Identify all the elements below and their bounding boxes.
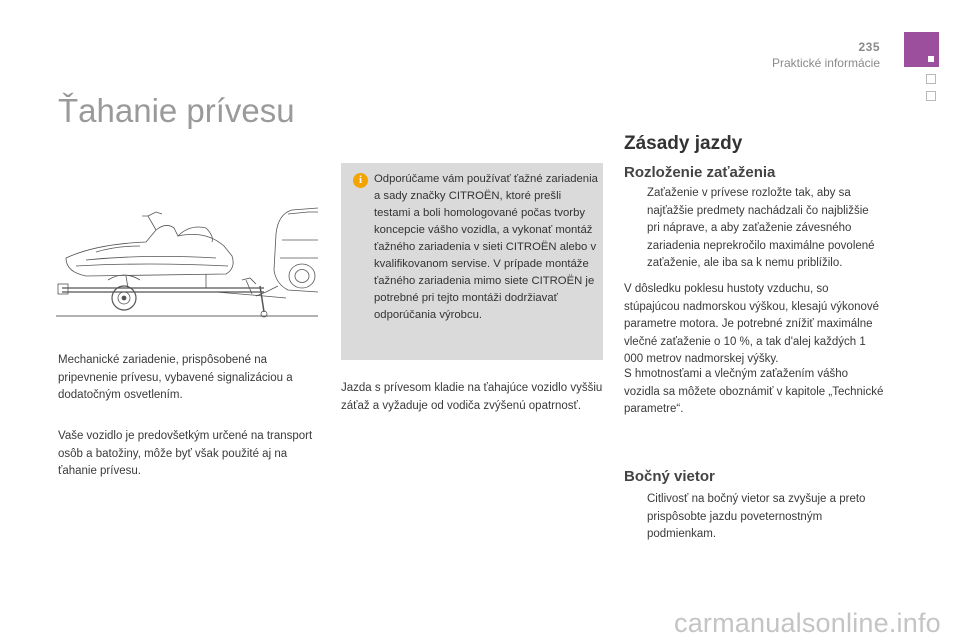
altitude-note: V dôsledku poklesu hustoty vzduchu, so stúpajúcou nadmorskou výškou, klesajú výkonové parametre motora. Je potrebné znížiť maximálne vlečné zaťaženie o 10 %, a tak d'alej každých 1 000 metrov nadmorskej výšky. [624,283,880,365]
weights-reference: S hmotnosťami a vlečným zaťažením vášho vozidla sa môžete oboznámiť v kapitole „Technické parametre“. [624,368,884,415]
towing-caution: Jazda s prívesom kladie na ťahajúce vozidlo vyššiu záťaž a vyžaduje od vodiča zvýšenú opatrnosť. [341,382,603,412]
vehicle-usage-note: Vaše vozidlo je predovšetkým určené na transport osôb a batožiny, môže byť však použité aj na ťahanie prívesu. [58,430,313,477]
page-number: 235 [858,40,880,54]
section-label: Praktické informácie [771,56,880,70]
section-tab [904,32,939,67]
driving-rules-heading: Zásady jazdy [624,133,743,154]
recommendation-text: Odporúčame vám používať ťažné zariadenia a sady značky CITROËN, ktoré prešli testami a boli homologované počas tvorby koncepcie vášho vozidla, a vykonať montáž ťažného zariadenia v sieti CITROËN alebo v kvalifikovanom servise. V prípade montáže ťažného zariadenia mimo siete CITROËN je potrebné pri tejto montáži dodržiavať odporúčania výrobcu. [374,173,598,321]
trailer-jetski-illustration [56,200,318,322]
info-icon: i [353,173,368,188]
crosswind-item [624,491,882,544]
crosswind-text: Citlivosť na bočný vietor sa zvyšuje a preto prispôsobte jazdu poveternostným podmienkam. [647,493,866,540]
load-distribution-item [624,185,882,273]
load-distribution-heading: Rozloženie zaťaženia [624,164,776,181]
load-distribution-text: Zaťaženie v prívese rozložte tak, aby sa najťažšie predmety nachádzali čo najbližšie pri náprave, a aby zaťaženie závesného zariadenia neprekročilo maximálne povolené zaťaženie, ale iba sa k nemu priblížilo. [647,187,875,269]
tab-marker [928,56,934,62]
outline-square-1 [926,74,936,84]
watermark: carmanualsonline.info [674,608,941,638]
crosswind-heading: Bočný vietor [624,468,715,485]
outline-square-2 [926,91,936,101]
trailer-description: Mechanické zariadenie, prispôsobené na pripevnenie prívesu, vybavené signalizáciou a dodatočným osvetlením. [58,354,293,401]
page-title: Ťahanie prívesu [58,92,295,129]
recommendation-box [341,163,603,360]
